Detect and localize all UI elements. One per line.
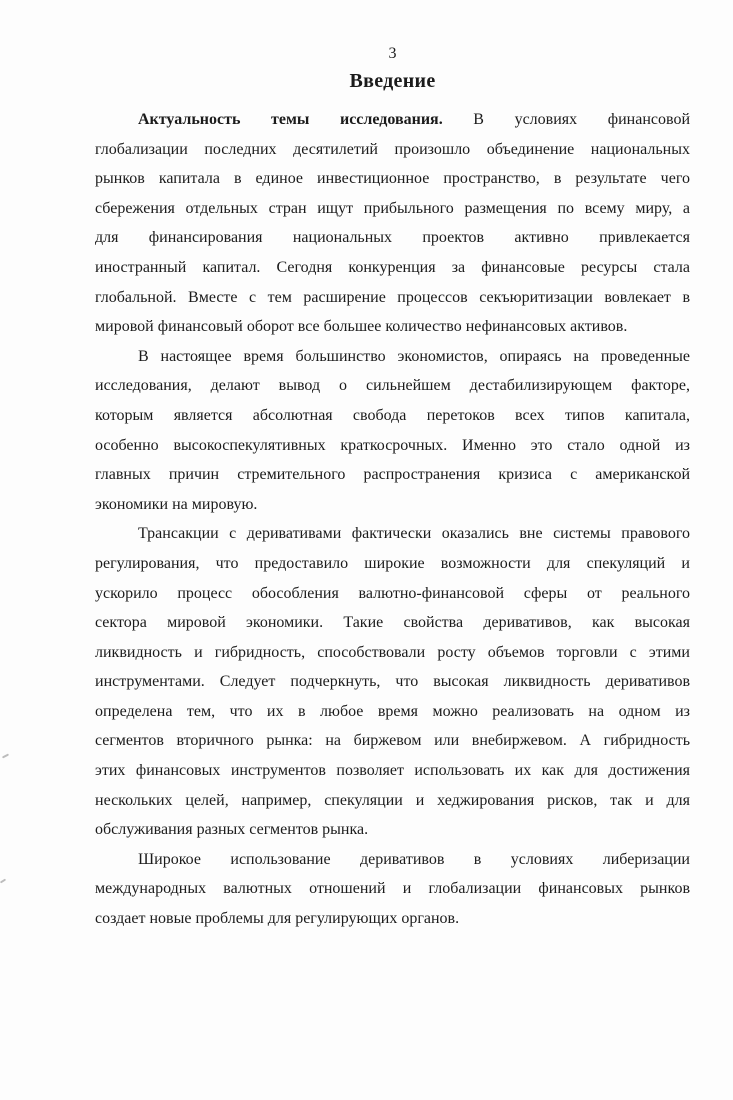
- bold-text-run: Актуальность темы исследования.: [138, 111, 443, 128]
- text-line: [95, 194, 690, 224]
- text-line: [95, 874, 690, 904]
- text-line: [95, 579, 690, 609]
- text-run: нескольких целей, например, спекуляции и хеджирования рисков, так и для: [95, 791, 690, 809]
- text-run: В условиях финансовой: [442, 111, 691, 128]
- scan-speck-icon: [0, 879, 6, 884]
- text-line: [95, 371, 690, 401]
- text-run: которым является абсолютная свобода перетоков всех типов капитала,: [95, 406, 690, 424]
- text-line: [95, 431, 690, 461]
- page-number: 3: [388, 45, 397, 62]
- text-run: рынков капитала в единое инвестиционное пространство, в результате чего: [95, 170, 690, 188]
- text-run: для финансирования национальных проектов активно привлекается: [95, 229, 690, 247]
- text-run: мировой финансовый оборот все большее количество нефинансовых активов.: [95, 318, 628, 336]
- text-line: [95, 460, 690, 490]
- text-run: иностранный капитал. Сегодня конкуренция за финансовые ресурсы стала: [95, 258, 690, 276]
- text-run: сегментов вторичного рынка: на биржевом или внебиржевом. А гибридность: [95, 732, 690, 750]
- text-run: регулирования, что предоставило широкие возможности для спекуляций и: [95, 554, 690, 572]
- text-run: особенно высокоспекулятивных краткосрочных. Именно это стало одной из: [95, 436, 690, 454]
- document-body: [95, 105, 690, 934]
- text-line: [95, 164, 690, 194]
- text-run: экономики на мировую.: [95, 495, 258, 513]
- text-run: ускорило процесс обособления валютно-финансовой сферы от реального: [95, 584, 690, 602]
- text-line: [95, 549, 690, 579]
- text-line: [95, 845, 690, 875]
- text-line: [95, 401, 690, 431]
- text-run: Трансакции с деривативами фактически оказались вне системы правового: [138, 525, 690, 543]
- text-run: ликвидность и гибридность, способствовали росту объемов торговли с этими: [95, 643, 690, 661]
- text-run: создает новые проблемы для регулирующих органов.: [95, 910, 460, 928]
- text-line: [95, 253, 690, 283]
- text-run: Широкое использование деривативов в условиях либеризации: [138, 850, 690, 868]
- text-line: [95, 756, 690, 786]
- text-run: определена тем, что их в любое время можно реализовать на одном из: [95, 702, 690, 720]
- page-title: Введение: [349, 70, 436, 92]
- text-run: этих финансовых инструментов позволяет использовать их как для достижения: [95, 762, 690, 780]
- text-run: обслуживания разных сегментов рынка.: [95, 821, 369, 839]
- paragraph: [95, 519, 690, 845]
- text-run: исследования, делают вывод о сильнейшем дестабилизирующем факторе,: [95, 377, 690, 395]
- text-run: глобальной. Вместе с тем расширение процессов секъюритизации вовлекает в: [95, 288, 690, 306]
- paragraph: [95, 105, 690, 342]
- text-line: [95, 786, 690, 816]
- text-run: сбережения отдельных стран ищут прибыльного размещения по всему миру, а: [95, 199, 690, 217]
- paragraph: [95, 845, 690, 934]
- text-line: [95, 342, 690, 372]
- text-line: [95, 815, 690, 845]
- scan-speck-icon: [2, 753, 9, 758]
- text-run: сектора мировой экономики. Такие свойства деривативов, как высокая: [95, 614, 690, 632]
- text-line: [95, 638, 690, 668]
- text-line: [95, 135, 690, 165]
- text-run: В настоящее время большинство экономистов, опираясь на проведенные: [138, 347, 690, 365]
- text-run: международных валютных отношений и глобализации финансовых рынков: [95, 880, 690, 898]
- text-line: [95, 519, 690, 549]
- text-run: глобализации последних десятилетий произошло объединение национальных: [95, 140, 690, 158]
- text-line: [95, 667, 690, 697]
- text-line: [95, 283, 690, 313]
- text-line: [95, 312, 690, 342]
- text-line: [95, 223, 690, 253]
- text-line: [95, 105, 690, 135]
- text-line: [95, 608, 690, 638]
- text-run: инструментами. Следует подчеркнуть, что высокая ликвидность деривативов: [95, 673, 690, 691]
- text-line: [95, 490, 690, 520]
- text-line: [95, 726, 690, 756]
- paragraph: [95, 342, 690, 520]
- text-line: [95, 697, 690, 727]
- text-run: главных причин стремительного распространения кризиса с американской: [95, 466, 690, 484]
- text-line: [95, 904, 690, 934]
